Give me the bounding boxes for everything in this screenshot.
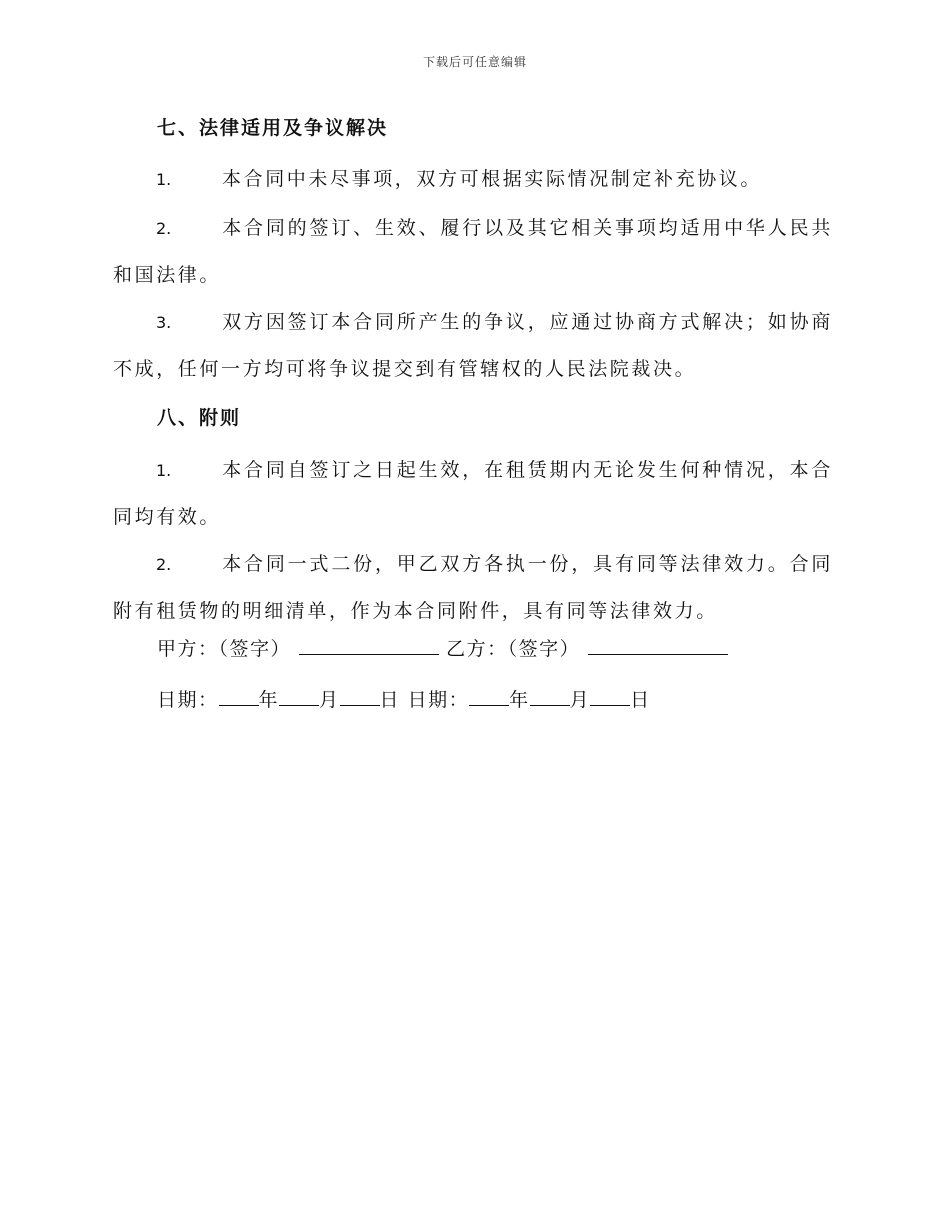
item-number: 1. xyxy=(156,170,172,189)
page-header-note: 下载后可任意编辑 xyxy=(422,55,527,69)
year-blank xyxy=(469,687,509,706)
month-label: 月 xyxy=(569,689,591,711)
item-number: 2. xyxy=(156,219,172,238)
section-7-item-2 xyxy=(113,205,833,298)
year-label: 年 xyxy=(258,689,280,711)
day-blank xyxy=(590,687,630,706)
month-label: 月 xyxy=(319,689,340,711)
day-label: 日 xyxy=(379,689,401,711)
party-b-label: 乙方：（签字） xyxy=(446,638,581,660)
day-blank xyxy=(340,687,380,706)
item-number: 2. xyxy=(156,555,172,574)
date-line xyxy=(157,685,651,712)
month-blank xyxy=(530,687,570,706)
section-7-item-3 xyxy=(113,299,833,392)
day-label: 日 xyxy=(630,689,651,711)
item-number: 3. xyxy=(156,313,172,332)
item-text: 本合同中未尽事项，双方可根据实际情况制定补充协议。 xyxy=(222,168,763,190)
section-8-title: 八、附则 xyxy=(157,407,242,429)
year-blank xyxy=(219,687,259,706)
party-a-date-label: 日期： xyxy=(157,689,219,711)
section-7-item-1 xyxy=(113,156,833,203)
party-a-signature-blank xyxy=(299,636,439,655)
section-8-item-1 xyxy=(113,447,833,540)
item-text: 本合同自签订之日起生效，在租赁期内无论发生何种情况，本合同均有效。 xyxy=(113,459,833,528)
party-b-signature-blank xyxy=(588,636,728,655)
section-8-item-2 xyxy=(113,541,833,634)
month-blank xyxy=(279,687,319,706)
year-label: 年 xyxy=(509,689,530,711)
item-number: 1. xyxy=(156,461,172,480)
section-7-title: 七、法律适用及争议解决 xyxy=(157,117,389,139)
item-text: 双方因签订本合同所产生的争议，应通过协商方式解决；如协商不成，任何一方均可将争议提交到有管辖权的人民法院裁决。 xyxy=(113,311,833,380)
party-a-label: 甲方：（签字） xyxy=(157,638,292,660)
signature-line xyxy=(157,634,728,661)
item-text: 本合同一式二份，甲乙双方各执一份，具有同等法律效力。合同附有租赁物的明细清单，作为本合同附件，具有同等法律效力。 xyxy=(113,553,833,622)
party-b-date-label: 日期： xyxy=(407,689,470,711)
item-text: 本合同的签订、生效、履行以及其它相关事项均适用中华人民共和国法律。 xyxy=(113,217,833,286)
